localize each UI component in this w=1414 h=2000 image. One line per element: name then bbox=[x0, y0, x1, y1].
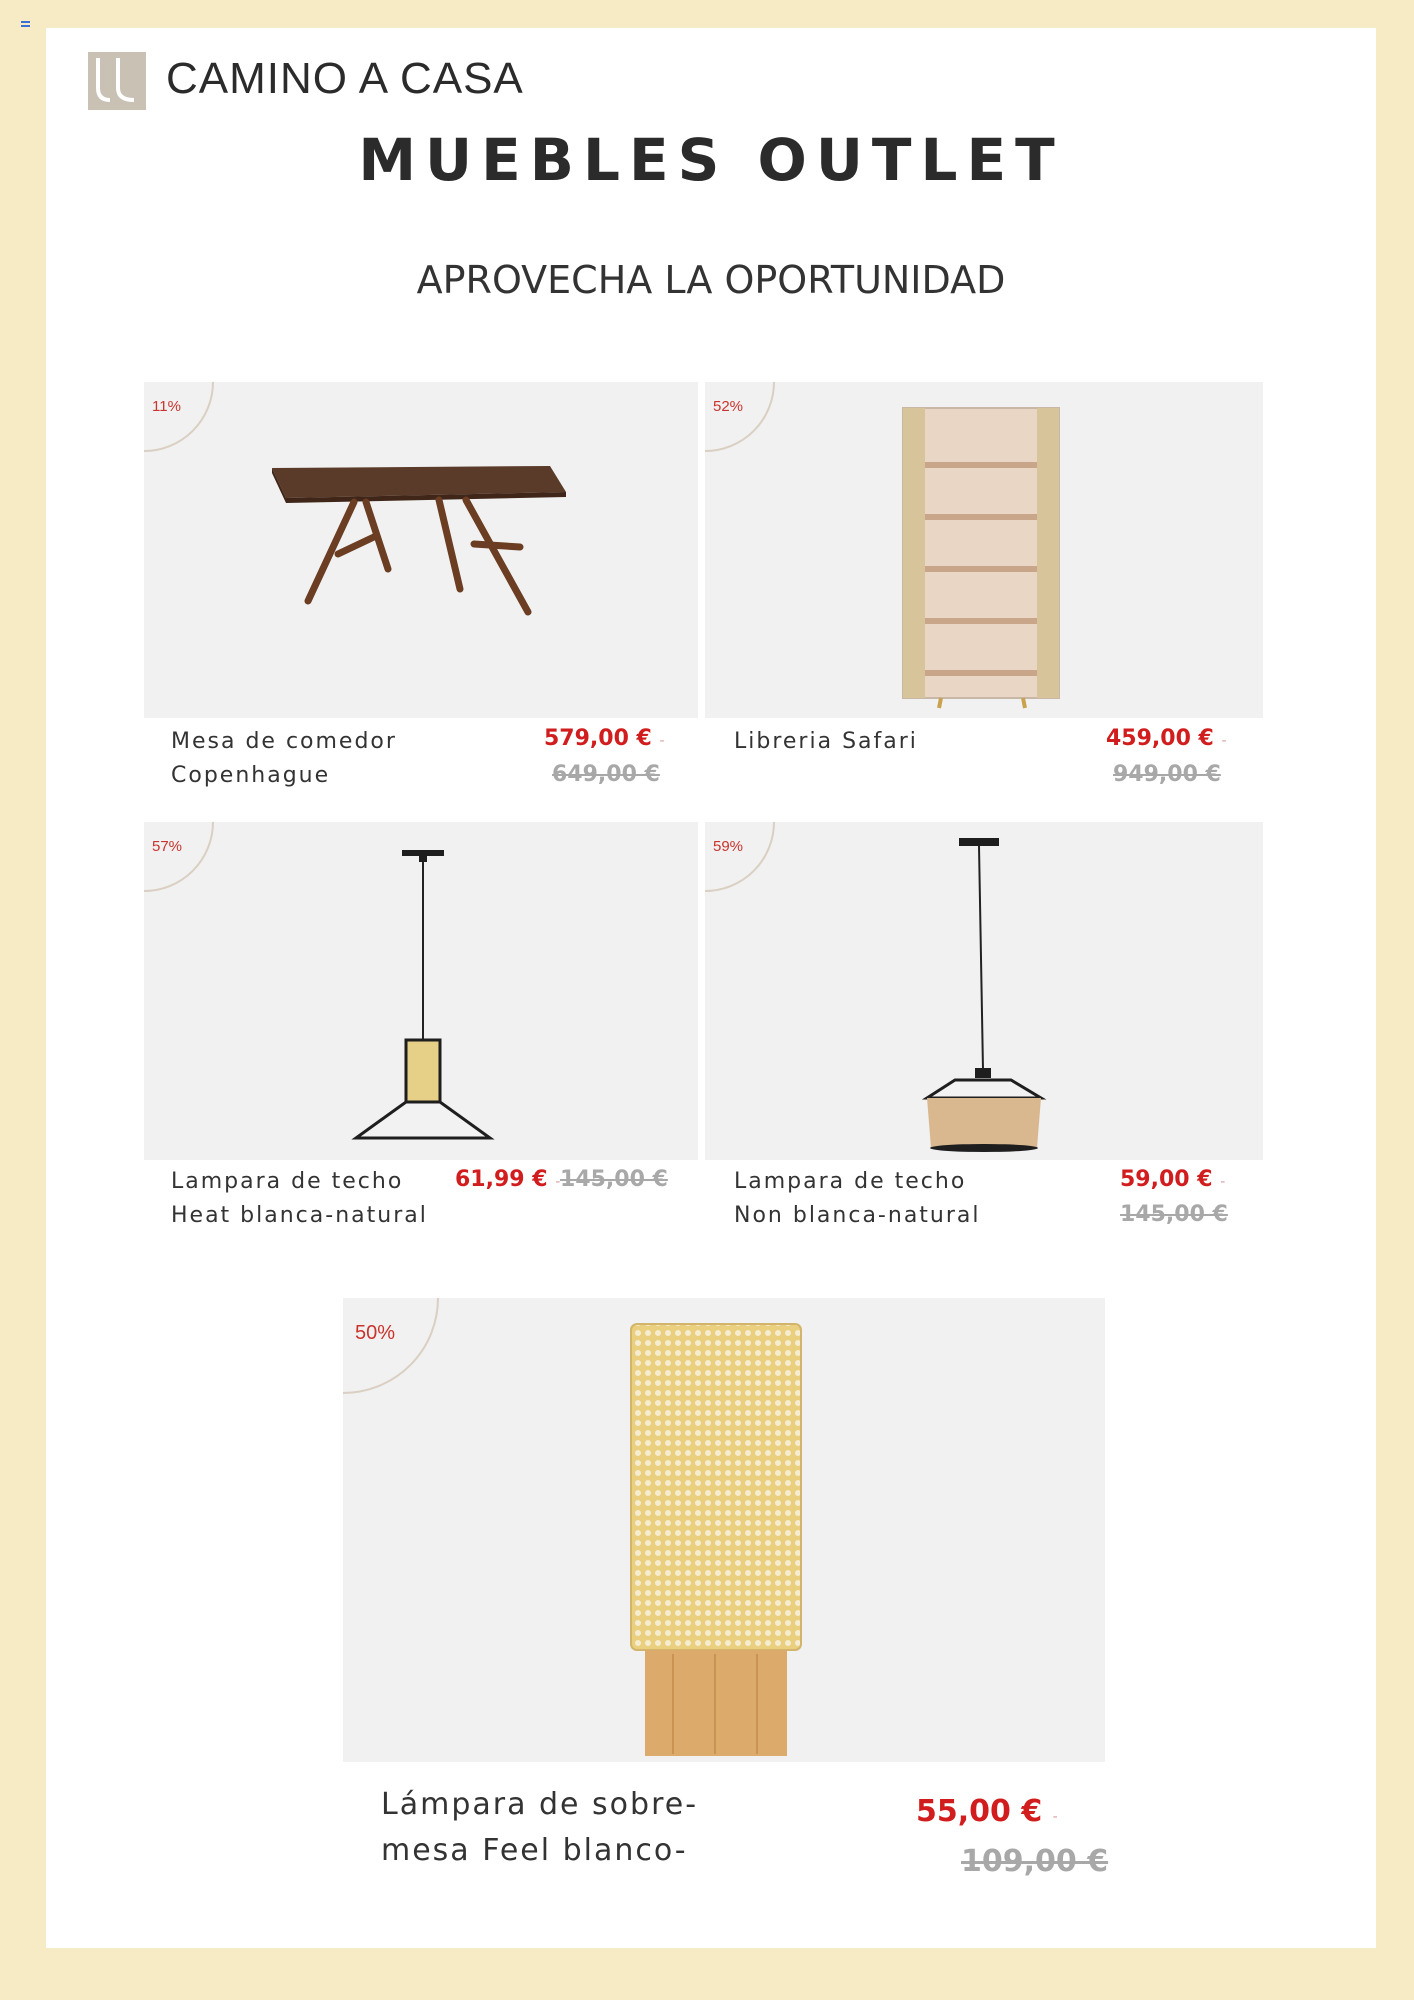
product-price bbox=[455, 1167, 560, 1192]
product-name[interactable]: Lampara de techo Non blanca-natural bbox=[734, 1169, 981, 1228]
price-separator: - bbox=[659, 733, 665, 749]
product-name[interactable]: Lampara de techo Heat blanca-natural bbox=[171, 1169, 428, 1228]
old-price: 109,00 € bbox=[961, 1844, 1109, 1879]
dining-table-icon bbox=[144, 382, 698, 718]
product-card-lampara-non[interactable] bbox=[705, 822, 1263, 1262]
product-price bbox=[1106, 726, 1227, 751]
product-card-lampara-feel[interactable] bbox=[343, 1298, 1109, 1908]
page-title: MUEBLES OUTLET bbox=[358, 126, 1064, 194]
table-lamp-icon bbox=[343, 1298, 1105, 1762]
discount-badge: 57% bbox=[152, 838, 183, 855]
discount-badge: 11% bbox=[152, 398, 181, 415]
price-separator: - bbox=[1220, 1174, 1226, 1190]
product-image[interactable] bbox=[144, 382, 698, 718]
product-card-libreria[interactable] bbox=[705, 382, 1263, 822]
monogram-logo-icon bbox=[88, 52, 146, 110]
corner-mark bbox=[21, 21, 30, 27]
price-separator: - bbox=[1052, 1809, 1058, 1825]
old-price: 649,00 € bbox=[552, 762, 660, 787]
product-image[interactable] bbox=[705, 822, 1263, 1160]
old-price: 145,00 € bbox=[1120, 1202, 1228, 1227]
bookshelf-icon bbox=[705, 382, 1263, 718]
product-image[interactable] bbox=[144, 822, 698, 1160]
product-image[interactable] bbox=[343, 1298, 1105, 1762]
price-separator: - bbox=[555, 1174, 561, 1190]
discount-badge: 59% bbox=[713, 838, 744, 855]
product-price bbox=[1120, 1167, 1225, 1192]
product-card-mesa[interactable] bbox=[144, 382, 698, 822]
product-card-lampara-heat[interactable] bbox=[144, 822, 698, 1262]
old-price: 949,00 € bbox=[1113, 762, 1221, 787]
product-price bbox=[916, 1794, 1058, 1829]
price-value: 61,99 € bbox=[455, 1167, 548, 1192]
product-price bbox=[544, 726, 665, 751]
product-name[interactable]: Lámpara de sobre- mesa Feel blanco- bbox=[381, 1787, 699, 1868]
pendant-lamp-icon bbox=[705, 822, 1263, 1160]
discount-badge: 50% bbox=[355, 1322, 396, 1344]
product-image[interactable] bbox=[705, 382, 1263, 718]
old-price: 145,00 € bbox=[560, 1167, 668, 1192]
flyer-page bbox=[46, 28, 1376, 1948]
brand-name: CAMINO A CASA bbox=[166, 54, 524, 103]
pendant-lamp-icon bbox=[144, 822, 698, 1160]
product-name[interactable]: Libreria Safari bbox=[734, 729, 918, 754]
discount-badge: 52% bbox=[713, 398, 744, 415]
page-subtitle: APROVECHA LA OPORTUNIDAD bbox=[416, 258, 1006, 302]
price-separator: - bbox=[1221, 733, 1227, 749]
price-value: 55,00 € bbox=[916, 1794, 1043, 1829]
product-name[interactable]: Mesa de comedor Copenhague bbox=[171, 729, 397, 788]
price-value: 59,00 € bbox=[1120, 1167, 1213, 1192]
price-value: 579,00 € bbox=[544, 726, 652, 751]
price-value: 459,00 € bbox=[1106, 726, 1214, 751]
